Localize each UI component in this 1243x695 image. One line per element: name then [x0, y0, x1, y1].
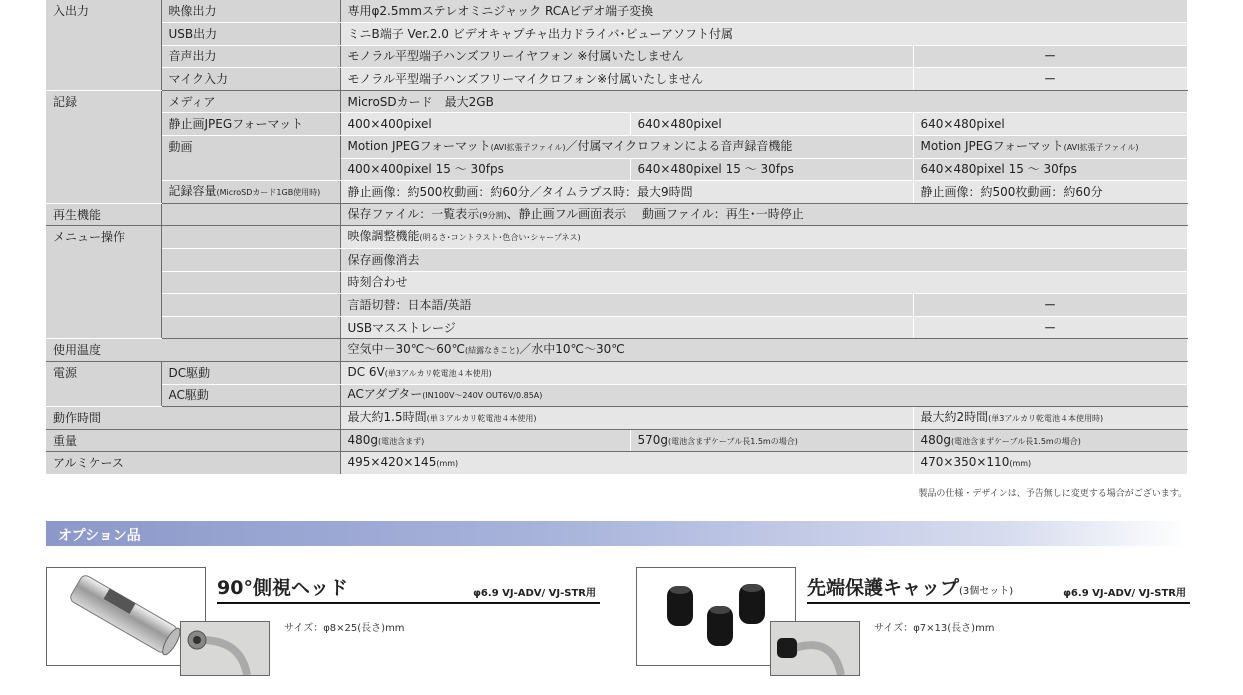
spec-label-empty: [161, 249, 340, 272]
spec-value: 470×350×110(mm): [913, 452, 1187, 475]
spec-value: 640×480pixel 15 ～ 30fps: [913, 158, 1187, 181]
option-size: サイズ：φ7×13(長さ)mm: [874, 623, 995, 634]
spec-value: 保存ファイル：一覧表示(9分割)、静止画フル画面表示 動画ファイル：再生･一時停止: [340, 203, 1187, 226]
spec-group-play: 再生機能: [46, 203, 161, 226]
spec-value-dash: －: [913, 294, 1187, 317]
spec-row-media: [46, 90, 1187, 113]
spec-label: 動画: [161, 136, 340, 181]
spec-group-case: アルミケース: [46, 452, 340, 475]
product-thumb-side-view-head: [180, 621, 270, 676]
spec-row-runtime: [46, 407, 1187, 430]
spec-row-still: [46, 113, 1187, 136]
product-thumb-tip-cap: [770, 621, 860, 676]
spec-row-usb: [46, 23, 1187, 46]
spec-row-audio-out: [46, 45, 1187, 68]
spec-row-temp: [46, 339, 1187, 362]
spec-value-dash: －: [913, 68, 1187, 91]
spec-group-menu: メニュー操作: [46, 226, 161, 339]
spec-row-menu-3: [46, 271, 1187, 294]
spec-value: 640×480pixel 15 ～ 30fps: [630, 158, 913, 181]
spec-row-playback: [46, 203, 1187, 226]
capped-probe-icon: [771, 622, 859, 675]
spec-value: 570g(電池含まずケーブル長1.5mの場合): [630, 429, 913, 452]
spec-group-weight: 重量: [46, 429, 340, 452]
spec-value: DC 6V(単3アルカリ乾電池４本使用): [340, 362, 1187, 385]
spec-label: 静止画JPEGフォーマット: [161, 113, 340, 136]
spec-row-mic-in: [46, 68, 1187, 91]
spec-label-empty: [161, 226, 340, 249]
spec-value: 時刻合わせ: [340, 271, 1187, 294]
spec-value: 静止画像：約500枚動画：約60分: [913, 181, 1187, 204]
spec-value: ミニB端子 Ver.2.0 ビデオキャプチャ出力ドライバ･ビューアソフト付属: [340, 23, 1187, 46]
spec-value: MicroSDカード 最大2GB: [340, 90, 1187, 113]
spec-value-dash: －: [913, 316, 1187, 339]
spec-value: 400×400pixel 15 ～ 30fps: [340, 158, 630, 181]
spec-value: 640×480pixel: [913, 113, 1187, 136]
spec-value: 495×420×145(mm): [340, 452, 913, 475]
spec-label: マイク入力: [161, 68, 340, 91]
spec-row-capacity: [46, 181, 1187, 204]
spec-row-menu-4: [46, 294, 1187, 317]
spec-row-video-out: [46, 0, 1187, 23]
spec-label: USB出力: [161, 23, 340, 46]
spec-group-rec: 記録: [46, 90, 161, 203]
option-divider: [807, 602, 1190, 604]
spec-label: 音声出力: [161, 45, 340, 68]
option-card-tip-cap[interactable]: [636, 567, 1196, 667]
spec-value: 480g(電池含まず): [340, 429, 630, 452]
spec-row-movie: [46, 136, 1187, 159]
spec-value-dash: －: [913, 45, 1187, 68]
spec-value: 保存画像消去: [340, 249, 1187, 272]
spec-value: 最大約2時間(単3アルカリ乾電池４本使用時): [913, 407, 1187, 430]
spec-label: DC駆動: [161, 362, 340, 385]
spec-value: 空気中－30℃～60℃(結露なきこと)／水中10℃～30℃: [340, 339, 1187, 362]
spec-row-menu-5: [46, 316, 1187, 339]
spec-label-empty: [161, 294, 340, 317]
spec-value: モノラル平型端子ハンズフリーマイクロフォン※付属いたしません: [340, 68, 913, 91]
spec-row-menu-1: [46, 226, 1187, 249]
option-title: 90°側視ヘッド: [217, 577, 348, 599]
spec-value: ACアダプター(IN100V～240V OUT6V/0.85A): [340, 384, 1187, 407]
spec-label: AC駆動: [161, 384, 340, 407]
spec-value: Motion JPEGフォーマット(AVI拡張子ファイル): [913, 136, 1187, 159]
spec-row-ac: [46, 384, 1187, 407]
spec-label-empty: [161, 316, 340, 339]
option-model: φ6.9 VJ-ADV/ VJ-STR用: [473, 588, 596, 599]
option-model: φ6.9 VJ-ADV/ VJ-STR用: [1063, 588, 1186, 599]
spec-group-power: 電源: [46, 362, 161, 407]
spec-label: 映像出力: [161, 0, 340, 23]
spec-row-weight: [46, 429, 1187, 452]
spec-row-case: [46, 452, 1187, 475]
spec-label-empty: [161, 271, 340, 294]
option-title: 先端保護キャップ(3個セット): [807, 577, 1014, 599]
spec-table: [46, 0, 1188, 475]
spec-group-io: 入出力: [46, 0, 161, 90]
spec-value: 専用φ2.5mmステレオミニジャック RCAビデオ端子変換: [340, 0, 1187, 23]
spec-value: 最大約1.5時間(単３アルカリ乾電池４本使用): [340, 407, 913, 430]
spec-label: 記録容量(MicroSDカード1GB使用時): [161, 181, 340, 204]
spec-label: メディア: [161, 90, 340, 113]
spec-value: 640×480pixel: [630, 113, 913, 136]
probe-tip-icon: [181, 622, 269, 675]
spec-value: 480g(電池含まずケーブル長1.5mの場合): [913, 429, 1187, 452]
spec-disclaimer: 製品の仕様・デザインは、予告無しに変更する場合がございます。: [918, 489, 1187, 499]
spec-group-temp: 使用温度: [46, 339, 340, 362]
spec-group-runtime: 動作時間: [46, 407, 340, 430]
option-divider: [217, 602, 600, 604]
spec-value: Motion JPEGフォーマット(AVI拡張子ファイル)／付属マイクロフォンによる音声録音機能: [340, 136, 913, 159]
spec-row-menu-2: [46, 249, 1187, 272]
option-size: サイズ：φ8×25(長さ)mm: [284, 623, 405, 634]
spec-row-dc: [46, 362, 1187, 385]
spec-value: 映像調整機能(明るさ･コントラスト･色合い･シャープネス): [340, 226, 1187, 249]
options-heading: オプション品: [58, 528, 141, 544]
spec-value: 静止画像：約500枚動画：約60分／タイムラプス時：最大9時間: [340, 181, 913, 204]
spec-value: 400×400pixel: [340, 113, 630, 136]
spec-value: USBマスストレージ: [340, 316, 913, 339]
options-heading-bar: [46, 521, 1187, 546]
spec-value: 言語切替：日本語/英語: [340, 294, 913, 317]
spec-label-empty: [161, 203, 340, 226]
option-card-side-view-head[interactable]: [46, 567, 606, 667]
spec-value: モノラル平型端子ハンズフリーイヤフォン ※付属いたしません: [340, 45, 913, 68]
